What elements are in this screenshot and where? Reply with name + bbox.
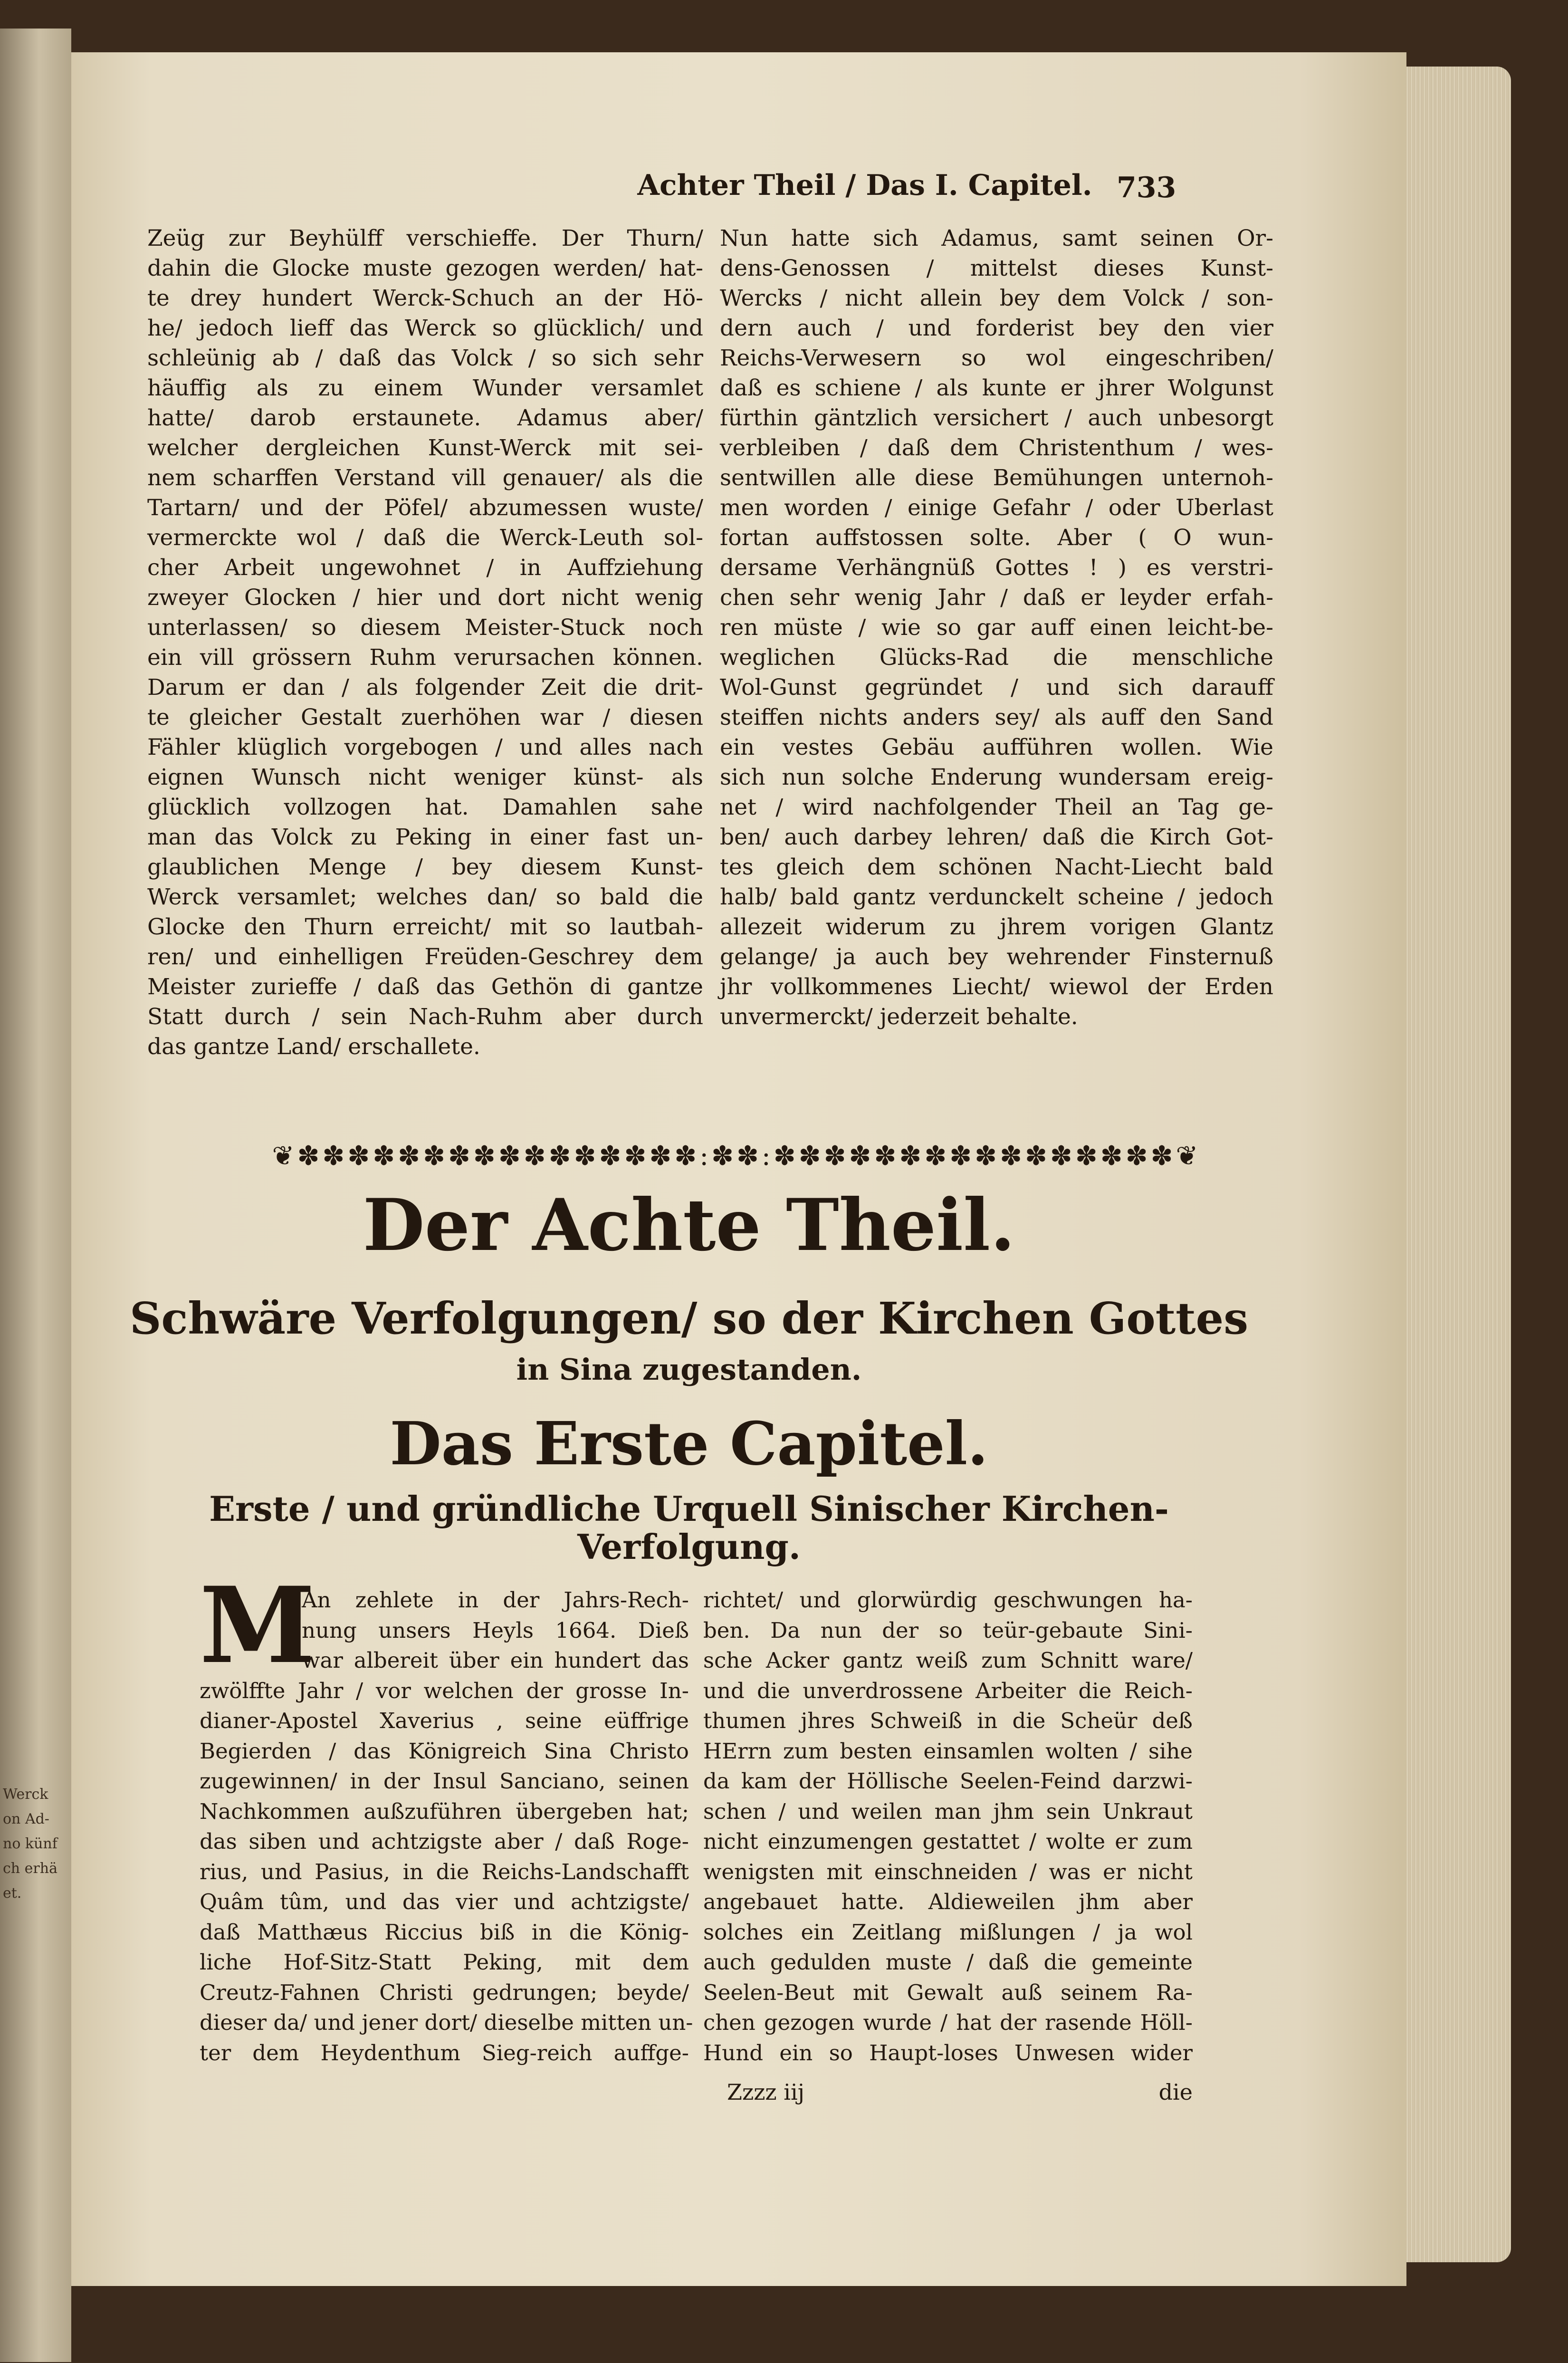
text-line: zweyer Glocken / hier und dort nicht wenig [147,585,703,611]
text-line: te drey hundert Werck-Schuch an der Hö- [147,285,703,311]
text-line: Tartarn/ und der Pöfel/ abzumessen wuste/ [147,495,703,521]
text-line: auch gedulden muste / daß die gemeinte [703,1950,1193,1975]
chapter-subtitle [124,1490,1254,1566]
text-line: Nachkommen außzuführen übergeben hat; [200,1798,689,1824]
text-line: Zeüg zur Beyhülff verschieffe. Der Thurn/ [147,225,703,251]
text-line: Quâm tûm, und das vier und achtzigste/ [200,1889,689,1914]
text-line: fürthin gäntzlich versichert / auch unbesorgt [720,405,1273,431]
facing-fragment: Werck [3,1786,48,1803]
text-line: dern auch / und forderist bey den vier [720,315,1273,341]
text-line: nem scharffen Verstand vill genauer/ als die [147,465,703,491]
text-line: liche Hof-Sitz-Statt Peking, mit dem [200,1950,689,1975]
text-line: gelange/ ja auch bey wehrender Finsternuß [720,944,1273,970]
text-line: ben/ auch darbey lehren/ daß die Kirch Got- [720,824,1273,850]
text-line: zwölffte Jahr / vor welchen der grosse In- [200,1678,689,1703]
text-line: ben. Da nun der so teür-gebaute Sini- [703,1617,1193,1643]
chapter-subtitle-line: Erste / und gründliche Urquell Sinischer Kirchen- [209,1489,1169,1529]
bottom-right-column [703,1585,1193,2068]
bottom-left-column [200,1585,693,2068]
text-line: Glocke den Thurn erreicht/ mit so lautbah- [147,914,703,940]
text-line: sentwillen alle diese Bemühungen unternoh- [720,465,1273,491]
text-line: das gantze Land/ erschallete. [147,1034,480,1060]
text-line: cher Arbeit ungewohnet / in Auffziehung [147,555,703,581]
text-line: dieser da/ und jener dort/ dieselbe mitten un- [200,2010,693,2035]
text-line: schleünig ab / daß das Volck / so sich sehr [147,345,703,371]
text-line: zugewinnen/ in der Insul Sanciano, seinen [200,1768,689,1794]
text-line: Reichs-Verwesern so wol eingeschriben/ [720,345,1273,371]
drop-cap: M [200,1564,316,1687]
facing-fragment: on Ad- [3,1811,49,1827]
page-number: 733 [1117,171,1176,204]
text-line: men worden / einige Gefahr / oder Uberlast [720,495,1273,521]
text-line: ein vill grössern Ruhm verursachen können. [147,644,703,671]
text-line: ren/ und einhelligen Freüden-Geschrey dem [147,944,703,970]
text-line: daß Matthæus Riccius biß in die König- [200,1919,689,1945]
text-line: häuffig als zu einem Wunder versamlet [147,375,703,401]
text-line: nicht einzumengen gestattet / wolte er zum [703,1829,1193,1854]
text-line: An zehlete in der Jahrs-Rech- [302,1587,689,1613]
ornamental-divider: ❦✽✽✽✽✽✽✽✽✽✽✽✽✽✽✽✽:✽✽:✽✽✽✽✽✽✽✽✽✽✽✽✽✽✽✽❦ [272,1141,1201,1172]
text-line: fortan auffstossen solte. Aber ( O wun- [720,525,1273,551]
top-right-column [720,223,1273,1032]
book-page [71,52,1406,2286]
text-line: thumen jhres Schweiß in die Scheür deß [703,1708,1193,1733]
text-line: da kam der Höllische Seelen-Feind darzwi- [703,1768,1193,1794]
text-line: daß es schiene / als kunte er jhrer Wolgunst [720,375,1273,401]
text-line: ren müste / wie so gar auff einen leicht-be- [720,615,1273,641]
text-line: tes gleich dem schönen Nacht-Liecht bald [720,854,1273,880]
text-line: weglichen Glücks-Rad die menschliche [720,644,1273,671]
text-line: rius, und Pasius, in die Reichs-Landschafft [200,1859,689,1884]
text-line: nung unsers Heyls 1664. Dieß [302,1617,689,1643]
catchword: die [1158,2079,1193,2105]
text-line: te gleicher Gestalt zuerhöhen war / diesen [147,704,703,730]
text-line: eignen Wunsch nicht weniger künst- als [147,764,703,790]
text-line: allezeit widerum zu jhrem vorigen Glantz [720,914,1273,940]
text-line: Wercks / nicht allein bey dem Volck / son- [720,285,1273,311]
text-line: dianer-Apostel Xaverius , seine eüffrige [200,1708,689,1733]
signature-mark: Zzzz iij [727,2079,804,2105]
text-line: Werck versamlet; welches dan/ so bald die [147,884,703,910]
text-line: Statt durch / sein Nach-Ruhm aber durch [147,1004,703,1030]
text-line: und die unverdrossene Arbeiter die Reich- [703,1678,1193,1703]
text-line: chen gezogen wurde / hat der rasende Höll- [703,2010,1193,2035]
running-title: Achter Theil / Das I. Capitel. [637,169,1092,202]
text-line: Creutz-Fahnen Christi gedrungen; beyde/ [200,1979,689,2005]
text-line: Meister zurieffe / daß das Gethön di gantze [147,974,703,1000]
chapter-subtitle-line: Verfolgung. [577,1527,801,1567]
text-line: glücklich vollzogen hat. Damahlen sahe [147,794,703,820]
text-line: welcher dergleichen Kunst-Werck mit sei- [147,435,703,461]
text-line: das siben und achtzigste aber / daß Roge- [200,1829,689,1854]
text-line: sich nun solche Enderung wundersam ereig- [720,764,1273,790]
text-line: unterlassen/ so diesem Meister-Stuck noch [147,615,703,641]
top-left-column [147,223,703,1062]
text-line: net / wird nachfolgender Theil an Tag ge- [720,794,1273,820]
text-line: halb/ bald gantz verdunckelt scheine / jedoch [720,884,1273,910]
text-line: richtet/ und glorwürdig geschwungen ha- [703,1587,1193,1613]
part-title: Der Achte Theil. [363,1183,1015,1267]
part-subtitle: Schwäre Verfolgungen/ so der Kirchen Gottes [129,1293,1249,1344]
facing-fragment: et. [3,1885,22,1902]
text-line: he/ jedoch lieff das Werck so glücklich/ und [147,315,703,341]
part-subtitle-2: in Sina zugestanden. [516,1352,862,1387]
text-line: sche Acker gantz weiß zum Schnitt ware/ [703,1648,1193,1673]
text-line: angebauet hatte. Aldieweilen jhm aber [703,1889,1193,1914]
text-line: dens-Genossen / mittelst dieses Kunst- [720,255,1273,281]
text-line: ein vestes Gebäu aufführen wollen. Wie [720,734,1273,760]
text-line: wenigsten mit einschneiden / was er nicht [703,1859,1193,1884]
chapter-title: Das Erste Capitel. [390,1409,988,1479]
text-line: ter dem Heydenthum Sieg-reich auffge- [200,2040,689,2065]
text-line: verbleiben / daß dem Christenthum / wes- [720,435,1273,461]
facing-page-edge [0,29,71,2362]
text-line: dahin die Glocke muste gezogen werden/ hat- [147,255,703,281]
text-line: glaublichen Menge / bey diesem Kunst- [147,854,703,880]
text-line: HErrn zum besten einsamlen wolten / sihe [703,1738,1193,1764]
facing-page-text [3,1782,69,1906]
text-line: Hund ein so Haupt-loses Unwesen wider [703,2040,1193,2065]
text-line: Begierden / das Königreich Sina Christo [200,1738,689,1764]
text-line: Nun hatte sich Adamus, samt seinen Or- [720,225,1273,251]
text-line: unvermerckt/ jederzeit behalte. [720,1004,1078,1030]
text-line: vermerckte wol / daß die Werck-Leuth sol- [147,525,703,551]
text-line: Wol-Gunst gegründet / und sich darauff [720,674,1273,701]
facing-fragment: no künf [3,1835,57,1852]
text-line: jhr vollkommenes Liecht/ wiewol der Erden [720,974,1273,1000]
text-line: solches ein Zeitlang mißlungen / ja wol [703,1919,1193,1945]
text-line: chen sehr wenig Jahr / daß er leyder erfah- [720,585,1273,611]
text-line: Darum er dan / als folgender Zeit die drit- [147,674,703,701]
text-line: schen / und weilen man jhm sein Unkraut [703,1798,1193,1824]
text-line: dersame Verhängnüß Gottes ! ) es verstri- [720,555,1273,581]
facing-fragment: ch erhä [3,1860,57,1877]
text-line: war albereit über ein hundert das [302,1648,689,1673]
text-line: Seelen-Beut mit Gewalt auß seinem Ra- [703,1979,1193,2005]
text-line: steiffen nichts anders sey/ als auff den Sand [720,704,1273,730]
text-line: man das Volck zu Peking in einer fast un- [147,824,703,850]
text-line: Fähler klüglich vorgebogen / und alles nach [147,734,703,760]
text-line: hatte/ darob erstaunete. Adamus aber/ [147,405,703,431]
